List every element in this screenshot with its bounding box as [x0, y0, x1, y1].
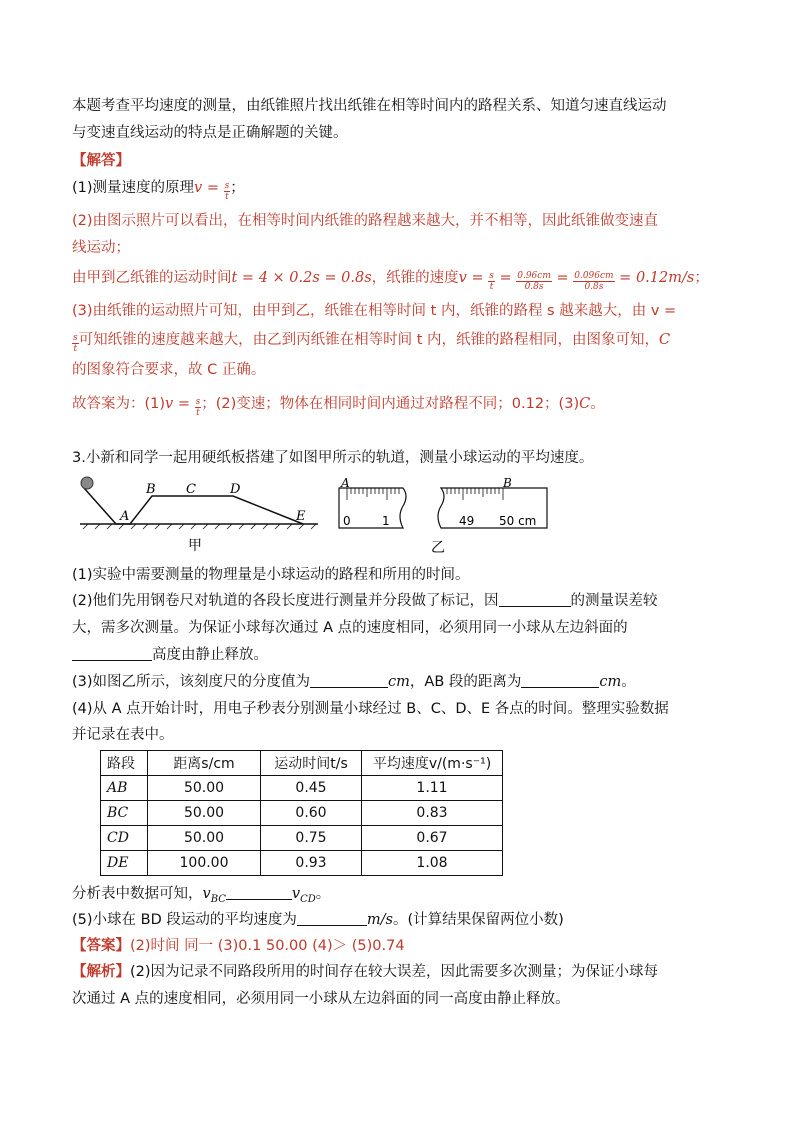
q3-s2-line-3: [72, 645, 268, 665]
cell-speed: 0.67: [362, 826, 503, 851]
p1-prefix: (1)测量速度的原理: [72, 180, 195, 196]
cell-segment: DE: [101, 851, 148, 876]
s2-l3-text: 高度由静止释放。: [152, 647, 268, 663]
p1-v: v: [194, 180, 203, 196]
analysis-l1: (2)因为记录不同路段所用的时间存在较大误差，因此需要多次测量；为保证小球每: [130, 964, 659, 980]
p3-f3-num: 0.096cm: [574, 271, 614, 281]
s3-unit-1: cm: [388, 674, 410, 690]
ruler-caption: 乙: [431, 540, 445, 556]
cell-distance: 50.00: [148, 801, 261, 826]
s3-unit-2: cm: [599, 674, 622, 690]
answer-mid: ；(2)变速；物体在相同时间内通过对路程不同；0.12；(3): [201, 396, 580, 412]
cell-segment: AB: [101, 776, 148, 801]
intro-line-1: 本题考查平均速度的测量，由纸锥照片找出纸锥在相等时间内的路程关系、知道匀速直线运动: [72, 98, 667, 114]
p1-eq: =: [202, 180, 224, 196]
cell-distance: 50.00: [148, 776, 261, 801]
p3-f1-num: s: [489, 271, 494, 281]
p3-f1-den: t: [489, 282, 494, 292]
p4-fraction: [72, 333, 79, 354]
answer-den: t: [196, 408, 200, 418]
table-row: [101, 776, 503, 801]
p3-f2-den: 0.8s: [524, 282, 544, 292]
cell-distance: 100.00: [148, 851, 261, 876]
ruler-ticks: [347, 488, 503, 500]
table-row: [101, 826, 503, 851]
q3-answer: [72, 936, 405, 956]
q3-analysis-line-1: [72, 962, 658, 982]
answer-v: v =: [165, 396, 195, 412]
intro-line-2: 与变速直线运动的特点是正确解题的关键。: [72, 125, 348, 141]
cell-time: 0.93: [261, 851, 362, 876]
track-caption: 甲: [188, 538, 202, 554]
s4-vcd: v: [291, 886, 301, 902]
solution-p4-line-1: (3)由纸锥的运动照片可知，由甲到乙，纸锥在相等时间 t 内，纸锥的路程 s 越来越大，由 v =: [72, 303, 677, 319]
cell-segment: BC: [101, 801, 148, 826]
s5-a: (5)小球在 BD 段运动的平均速度为: [72, 912, 297, 928]
blank-3[interactable]: [310, 673, 388, 688]
ruler-tick-0: 0: [343, 514, 351, 528]
track-figure: [78, 474, 323, 556]
p3-frac-3: [573, 271, 614, 292]
p3-mid: ，纸锥的速度: [371, 270, 459, 286]
answer-c: C: [579, 396, 591, 412]
ruler-tick-50: 50 cm: [499, 514, 537, 528]
answer-end: 。: [590, 396, 605, 412]
p4-line2-text: 可知纸锥的速度越来越大，由乙到丙纸锥在相等时间 t 内，纸锥的路程相同，由图象可知，: [78, 332, 660, 348]
p1-num: s: [224, 181, 230, 191]
header-speed: 平均速度v/(m·s⁻¹): [362, 751, 503, 776]
cell-time: 0.45: [261, 776, 362, 801]
p4-num: s: [73, 333, 78, 343]
s3-end: 。: [621, 674, 636, 690]
p4-line2-c: C: [659, 332, 671, 348]
header-time: 运动时间t/s: [261, 751, 362, 776]
s4-vbc-sub: BC: [210, 893, 226, 905]
s4-analysis-a: 分析表中数据可知，: [72, 886, 203, 902]
solution-p4-line-3: 的图象符合要求，故 C 正确。: [72, 362, 266, 378]
q3-s2-line-2: 大，需多次测量。为保证小球每次通过 A 点的速度相同，必须用同一小球从左边斜面的: [72, 620, 628, 636]
s4-end: 。: [315, 886, 331, 902]
cell-speed: 1.08: [362, 851, 503, 876]
cell-segment: CD: [101, 826, 148, 851]
s4-vbc: v: [202, 886, 211, 902]
solution-answer: [72, 394, 605, 418]
header-distance: 距离s/cm: [148, 751, 261, 776]
s3-a: (3)如图乙所示，该刻度尺的分度值为: [72, 674, 311, 690]
solution-header: 【解答】: [72, 153, 130, 169]
blank-6[interactable]: [297, 911, 367, 926]
table-header-row: [101, 751, 503, 776]
q3-s4-line-2: 并记录在表中。: [72, 727, 174, 743]
ball: [81, 477, 93, 489]
p1-den: t: [225, 192, 229, 202]
ruler-label-b: B: [503, 476, 512, 490]
cell-speed: 1.11: [362, 776, 503, 801]
answer-label: 【答案】: [72, 938, 130, 954]
solution-p1: [72, 178, 245, 202]
blank-2[interactable]: [72, 646, 152, 661]
ruler-figure: [335, 476, 555, 558]
blank-4[interactable]: [521, 673, 599, 688]
s2-l1-a: (2)他们先用钢卷尺对轨道的各段长度进行测量并分段做了标记，因: [72, 593, 499, 609]
p3-end: ；: [694, 270, 709, 286]
track-label-e: E: [296, 509, 306, 524]
q3-s2-line-1: [72, 591, 658, 611]
answer-prefix: 故答案为：(1): [72, 396, 166, 412]
solution-p2-line-2: 线运动；: [72, 240, 130, 256]
s3-b: ，AB 段的距离为: [409, 674, 522, 690]
ruler-tick-49: 49: [459, 514, 475, 528]
q3-s3: [72, 672, 636, 692]
s4-vcd-sub: CD: [300, 893, 316, 905]
answer-num: s: [195, 397, 201, 407]
p3-f2-num: 0.96cm: [517, 271, 551, 281]
q3-s1: (1)实验中需要测量的物理量是小球运动的路程和所用的时间。: [72, 567, 470, 583]
track-label-b: B: [146, 482, 156, 497]
ruler-tick-1: 1: [382, 514, 390, 528]
s2-l1-b: 的测量误差较: [570, 593, 658, 609]
solution-p4-line-2: [72, 330, 670, 354]
blank-1[interactable]: [499, 592, 571, 607]
track-label-a: A: [120, 509, 130, 524]
solution-p3: 由甲到乙纸锥的运动时间t = 4 × 0.2s = 0.8s，纸锥的速度v = $\frac{s}{t}$ = $\frac{0.96cm}{0.8s}$ = $\frac{0.096cm}{0.8s}$ = 0.12m/s；: [72, 270, 709, 292]
p3-time: t = 4 × 0.2s = 0.8s: [231, 270, 372, 286]
header-segment: 路段: [101, 751, 148, 776]
q3-s4-analysis: [72, 884, 330, 910]
s5-unit: m/s: [366, 912, 393, 928]
table-row: [101, 851, 503, 876]
ruler-label-a: A: [341, 476, 350, 490]
q3-s4-line-1: (4)从 A 点开始计时，用电子秒表分别测量小球经过 B、C、D、E 各点的时间。整理实验数据: [72, 701, 669, 717]
q3-s5: [72, 910, 564, 930]
p3-f3-den: 0.8s: [584, 282, 604, 292]
cell-time: 0.75: [261, 826, 362, 851]
s5-b: 。(计算结果保留两位小数): [392, 912, 564, 928]
table-row: [101, 801, 503, 826]
p3-result: = 0.12m/s: [614, 270, 695, 286]
cell-distance: 50.00: [148, 826, 261, 851]
analysis-label: 【解析】: [72, 964, 130, 980]
answer-text: (2)时间 同一 (3)0.1 50.00 (4)＞ (5)0.74: [130, 938, 405, 954]
cell-speed: 0.83: [362, 801, 503, 826]
data-table: [100, 750, 503, 876]
cell-time: 0.60: [261, 801, 362, 826]
p3-frac-1: [488, 271, 495, 292]
solution-p2-line-1: (2)由图示照片可以看出，在相等时间内纸锥的路程越来越大，并不相等，因此纸锥做变速直: [72, 213, 659, 229]
track-label-d: D: [230, 482, 241, 497]
p3-prefix: 由甲到乙纸锥的运动时间: [72, 270, 232, 286]
p3-frac-2: [516, 271, 552, 292]
q3-stem: 3.小新和同学一起用硬纸板搭建了如图甲所示的轨道，测量小球运动的平均速度。: [72, 450, 594, 466]
p4-den: t: [73, 344, 78, 354]
p3-v: v =: [458, 270, 489, 286]
q3-analysis-line-2: 次通过 A 点的速度相同，必须用同一小球从左边斜面的同一高度由静止释放。: [72, 991, 570, 1007]
p1-suffix: ；: [230, 180, 245, 196]
track-label-c: C: [186, 482, 196, 497]
blank-5[interactable]: [226, 885, 292, 900]
